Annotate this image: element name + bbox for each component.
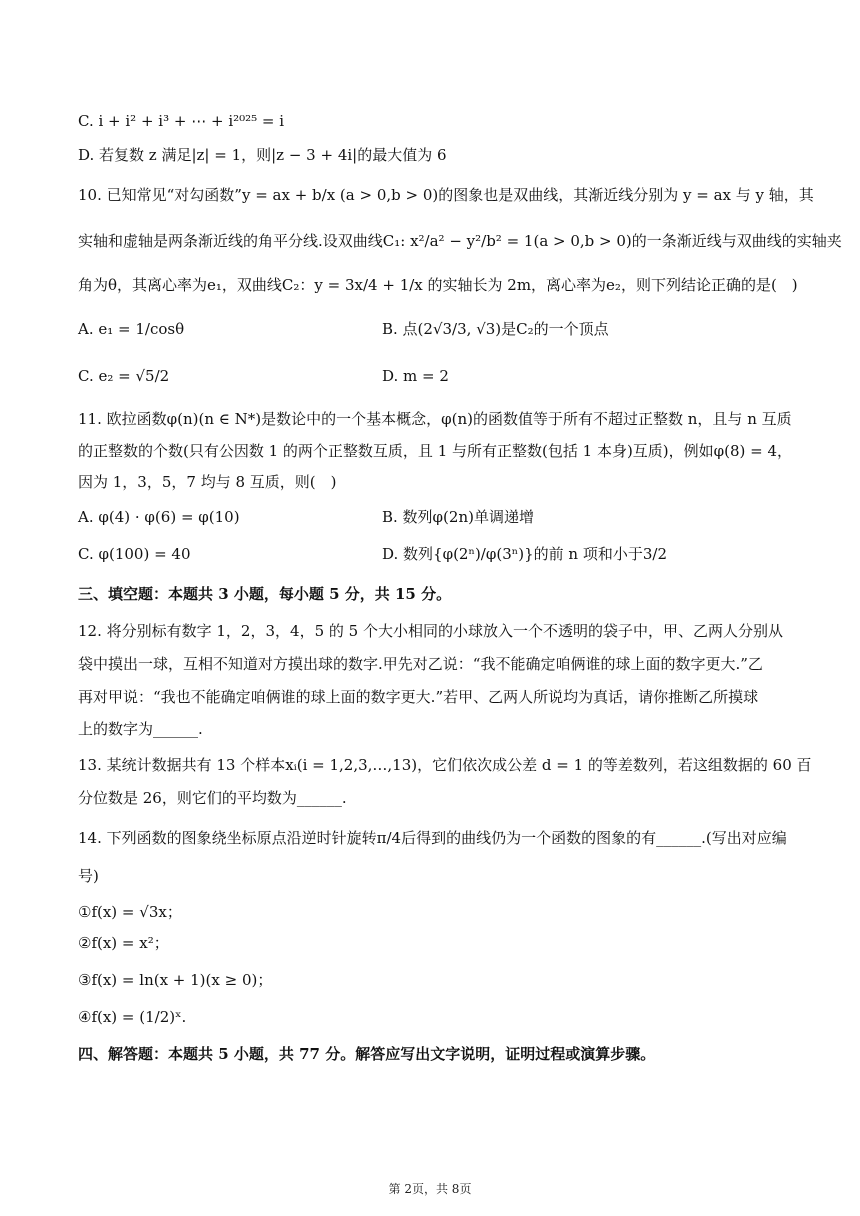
q12-line-4: 上的数字为______. (78, 720, 203, 738)
q9-option-d: D. 若复数 z 满足|z| = 1，则|z − 3 + 4i|的最大值为 6 (78, 146, 447, 164)
q14-option-4: ④f(x) = (1/2)ˣ. (78, 1008, 187, 1026)
q12-line-1: 12. 将分别标有数字 1，2，3，4，5 的 5 个大小相同的小球放入一个不透明的袋子中，甲、乙两人分别从 (78, 622, 783, 640)
q10-option-a: A. e₁ = 1/cosθ (78, 320, 185, 338)
q12-line-2: 袋中摸出一球，互相不知道对方摸出球的数字.甲先对乙说：“我不能确定咱俩谁的球上面的数字更大.”乙 (78, 655, 763, 673)
q11-option-a: A. φ(4) · φ(6) = φ(10) (78, 508, 240, 526)
q10-line-2: 实轴和虚轴是两条渐近线的角平分线.设双曲线C₁: x²/a² − y²/b² = 1(a > 0,b > 0)的一条渐近线与双曲线的实轴夹 (78, 232, 842, 250)
q10-line-1: 10. 已知常见“对勾函数”y = ax + b/x (a > 0,b > 0)的图象也是双曲线，其渐近线分别为 y = ax 与 y 轴，其 (78, 186, 814, 204)
q14-option-3: ③f(x) = ln(x + 1)(x ≥ 0)； (78, 971, 273, 989)
q10-option-b: B. 点(2√3/3, √3)是C₂的一个顶点 (382, 320, 609, 338)
q11-line-2: 的正整数的个数(只有公因数 1 的两个正整数互质，且 1 与所有正整数(包括 1 本身)互质)，例如φ(8) = 4， (78, 442, 793, 460)
q11-line-1: 11. 欧拉函数φ(n)(n ∈ N*)是数论中的一个基本概念，φ(n)的函数值等于所有不超过正整数 n，且与 n 互质 (78, 410, 792, 428)
q13-line-1: 13. 某统计数据共有 13 个样本xᵢ(i = 1,2,3,…,13)，它们依次成公差 d = 1 的等差数列，若这组数据的 60 百 (78, 756, 812, 774)
q11-option-b: B. 数列φ(2n)单调递增 (382, 508, 534, 526)
q9-option-c: C. i + i² + i³ + ⋯ + i²⁰²⁵ = i (78, 112, 285, 130)
q12-line-3: 再对甲说：“我也不能确定咱俩谁的球上面的数字更大.”若甲、乙两人所说均为真话，请你推断乙所摸球 (78, 688, 759, 706)
q14-line-1: 14. 下列函数的图象绕坐标原点沿逆时针旋转π/4后得到的曲线仍为一个函数的图象的有______.(写出对应编 (78, 829, 787, 847)
q10-option-c: C. e₂ = √5/2 (78, 367, 170, 385)
section-3-heading: 三、填空题：本题共 3 小题，每小题 5 分，共 15 分。 (78, 585, 452, 603)
section-4-heading: 四、解答题：本题共 5 小题，共 77 分。解答应写出文字说明，证明过程或演算步骤。 (78, 1045, 656, 1063)
q10-line-3: 角为θ，其离心率为e₁，双曲线C₂：y = 3x/4 + 1/x 的实轴长为 2m，离心率为e₂，则下列结论正确的是( ) (78, 276, 798, 294)
q11-option-c: C. φ(100) = 40 (78, 545, 191, 563)
page-footer: 第 2页，共 8页 (388, 1182, 472, 1196)
q13-line-2: 分位数是 26，则它们的平均数为______. (78, 789, 347, 807)
q11-option-d: D. 数列{φ(2ⁿ)/φ(3ⁿ)}的前 n 项和小于3/2 (382, 545, 667, 563)
q11-line-3: 因为 1，3，5，7 均与 8 互质，则( ) (78, 473, 337, 491)
q14-line-2: 号) (78, 867, 99, 885)
q10-option-d: D. m = 2 (382, 367, 449, 385)
q14-option-2: ②f(x) = x²； (78, 934, 169, 952)
q14-option-1: ①f(x) = √3x； (78, 903, 182, 921)
